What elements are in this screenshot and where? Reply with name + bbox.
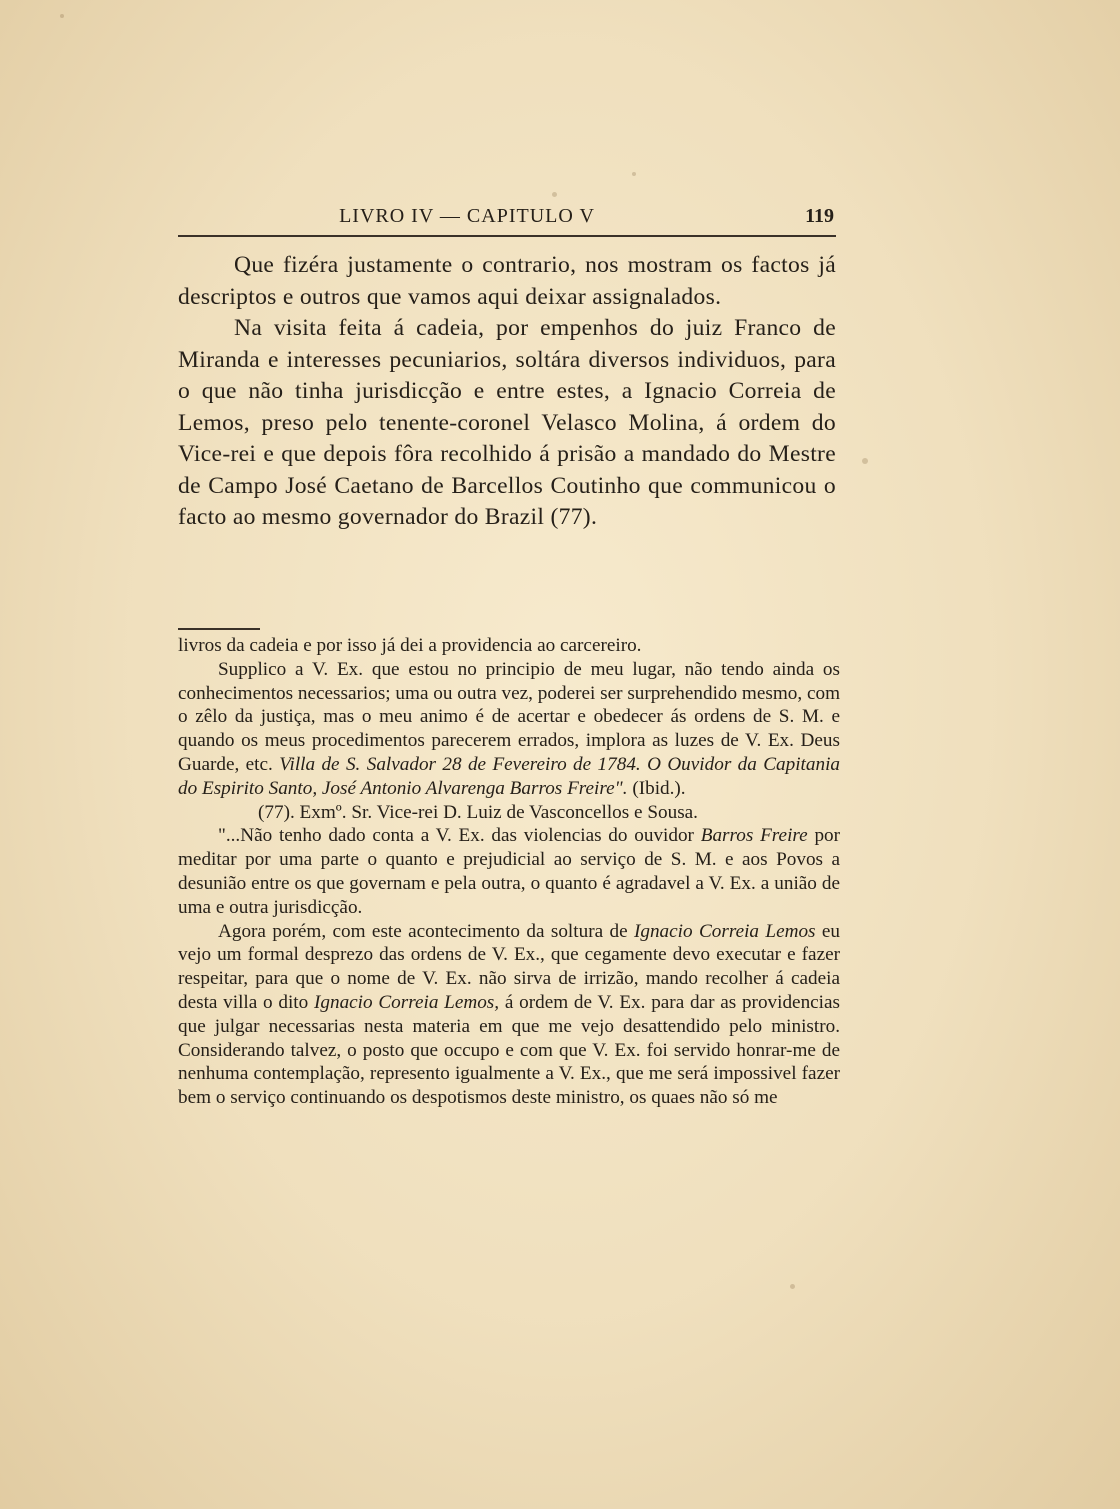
footnote-name: Barros Freire [700, 825, 808, 847]
footnote-citation: (Ibid.). [632, 777, 686, 799]
footnote-text: á ordem de V. Ex. para dar as providencias que julgar necessarias nesta materia em que me vejo desattendido pelo ministro. Considerando talvez, o posto que occupo e com que V. Ex. foi servido honrar-me de nenhuma contemplação, represento igualmente a V. Ex., que me será impossivel fazer bem o serviço continuando os despotismos deste ministro, os quaes não só me [178, 991, 840, 1109]
footnote-77-paragraph [178, 920, 840, 1110]
paper-speck [632, 172, 636, 176]
body-paragraph: Que fizéra justamente o contrario, nos mostram os factos já descriptos e outros que vamos aqui deixar assignalados. [178, 252, 836, 310]
footnote-text: "...Não tenho dado conta a V. Ex. das violencias do ouvidor [218, 825, 694, 847]
footnote-text: eu vejo um formal desprezo das ordens de V. Ex., que cegamente devo executar e fazer respeitar, para que o nome de V. Ex. não sirva de irrizão, mando recolher á cadeia desta villa o dito [178, 920, 841, 1013]
running-header [178, 205, 836, 237]
footnote-name: Ignacio Correia Lemos, [314, 991, 500, 1013]
footnote-77-paragraph [178, 824, 840, 919]
running-title: LIVRO IV — CAPITULO V [339, 205, 595, 227]
footnote-paragraph [178, 658, 840, 801]
footnote-name: Ignacio Correia Lemos [633, 920, 816, 942]
footnotes [178, 634, 840, 1110]
footnote-text: por meditar por uma parte o quanto e prejudicial ao serviço de S. M. e aos Povos a desunião entre os que governam e pela outra, o quanto é agradavel a V. Ex. a união de uma e outra jurisdicção. [178, 825, 841, 918]
paper-speck [60, 14, 64, 18]
paper-speck [862, 458, 868, 464]
page-number: 119 [805, 205, 834, 227]
footnote-text: Supplico a V. Ex. que estou no principio de meu lugar, não tendo ainda os conhecimentos necessarios; uma ou outra vez, poderei ser surprehendido mesmo, com o zêlo da justiça, mas o meu animo é de acertar e obedecer ás ordens de S. M. e quando os meus procedimentos parecerem errados, implora as luzes de V. Ex. Deus Guarde, etc. [178, 658, 840, 775]
footnote-77-heading: (77). Exmº. Sr. Vice-rei D. Luiz de Vasconcellos e Sousa. [258, 801, 698, 823]
body-paragraph: Na visita feita á cadeia, por empenhos do juiz Franco de Miranda e interesses pecuniarios, soltára diversos individuos, para o que não tinha jurisdicção e entre estes, a Ignacio Correia de Lemos, preso pelo tenente-coronel Velasco Molina, á ordem do Vice-rei e que depois fôra recolhido á prisão a mandado do Mestre de Campo José Caetano de Barcellos Coutinho que communicou o facto ao mesmo governador do Brazil (77). [178, 315, 836, 530]
footnote-signature: Villa de S. Salvador 28 de Fevereiro de 1784. O Ouvidor da Capitania do Espirito Santo, José Antonio Alvarenga Barros Freire". [178, 753, 840, 799]
paper-speck [790, 1284, 795, 1289]
footnote-separator [178, 628, 260, 630]
paper-speck [552, 192, 557, 197]
footnote-continuation: livros da cadeia e por isso já dei a providencia ao carcereiro. [178, 635, 642, 656]
footnote-text: Agora porém, com este acontecimento da soltura de [218, 920, 628, 942]
main-text [178, 250, 836, 534]
